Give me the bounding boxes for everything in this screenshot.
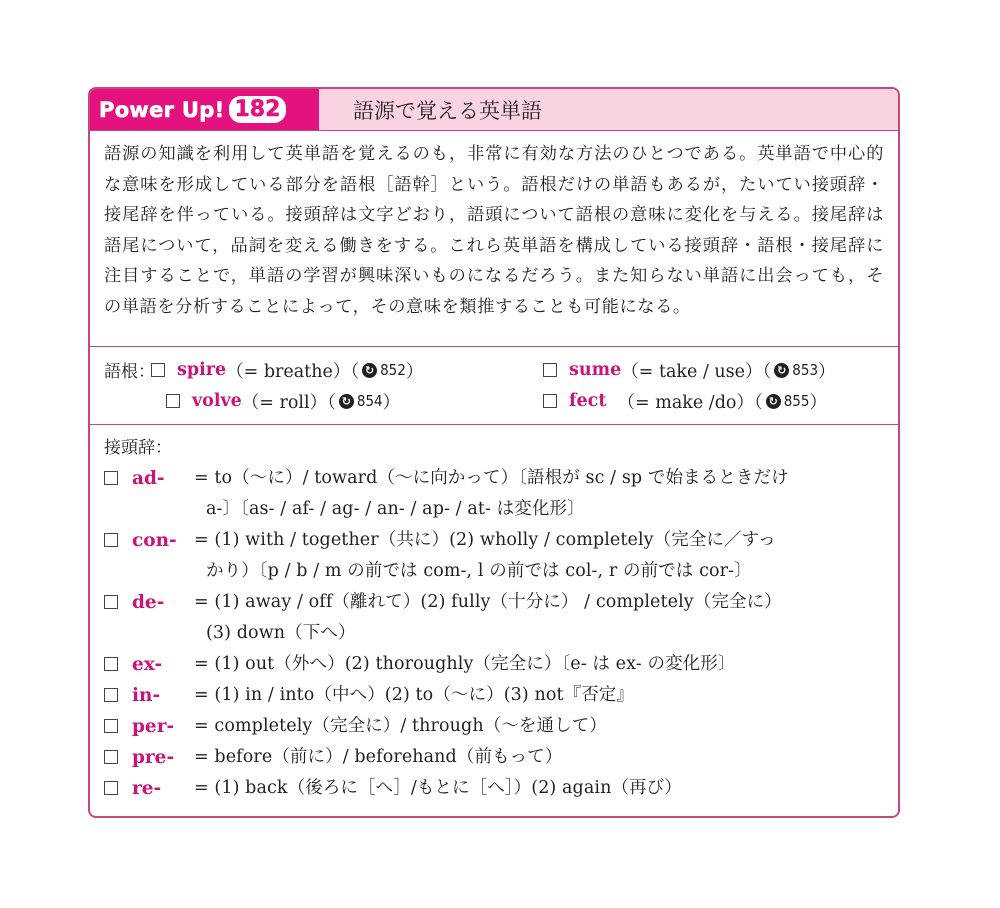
prefix-definition (194, 587, 884, 649)
paren: ） (818, 361, 836, 382)
prefix-definition (194, 525, 884, 587)
prefix-item (104, 742, 884, 773)
root-term: sume (569, 360, 622, 380)
definition-line: かり）〔p / b / m の前では com-, l の前では col-, r の前では cor-〕 (206, 561, 752, 581)
definition-line: = (1) back（後ろに［へ］/もとに［へ］）(2) again（再び） (194, 778, 682, 798)
definition-line: = (1) in / into（中へ）(2) to（～に）(3) not『否定』 (194, 685, 635, 705)
root-meaning: （= take / use）（ (621, 361, 772, 382)
prefix-term: de- (132, 592, 165, 613)
definition-line: = (1) with / together（共に）(2) wholly / completely（完全に／すっ (194, 530, 776, 550)
prefix-definition (194, 649, 884, 680)
definition-line: a-〕〔as- / af- / ag- / an- / ap- / at- は変化形〕 (206, 499, 585, 519)
roots-section (90, 347, 898, 425)
definition-line: = (1) away / off（離れて）(2) fully（十分に） / completely（完全に） (194, 592, 782, 612)
prefix-term: con- (132, 530, 177, 551)
prefix-definition (194, 463, 884, 525)
checkbox-icon[interactable] (166, 394, 180, 408)
reference-number: 855 (783, 392, 810, 410)
prefixes-section (90, 425, 898, 804)
prefix-term: in- (132, 685, 161, 706)
definition-line: = (1) out（外へ）(2) thoroughly（完全に）〔e- は ex- の変化形〕 (194, 654, 736, 674)
power-up-label: Power Up! (99, 97, 225, 122)
checkbox-icon[interactable] (104, 533, 118, 547)
power-up-label-block (90, 89, 319, 130)
prefix-item (104, 711, 884, 742)
prefix-item (104, 773, 884, 804)
prefix-term: per- (132, 716, 175, 737)
definition-line: = completely（完全に）/ through（～を通して） (194, 716, 607, 736)
prefix-definition (194, 773, 884, 804)
intro-paragraph: 語源の知識を利用して英単語を覚えるのも，非常に有効な方法のひとつである。英単語で中心的な意味を形成している部分を語根［語幹］という。語根だけの単語もあるが，たいてい接頭辞・接尾辞を伴っている。接頭辞は文字どおり，語頭について語根の意味に変化を与える。接尾辞は語尾について，品詞を変える働きをする。これら英単語を構成している接頭辞・語根・接尾辞に注目することで，単語の学習が興味深いものになるだろう。また知らない単語に出会っても，その単語を分析することによって，その意味を類推することも可能になる。 (90, 131, 898, 347)
prefix-item (104, 587, 884, 649)
reference-arrow-icon: ↻ (339, 394, 354, 409)
prefix-item (104, 525, 884, 587)
paren: ） (809, 392, 827, 413)
roots-label: 語根： (104, 362, 155, 382)
prefixes-label: 接頭辞： (104, 438, 172, 458)
prefix-term: ex- (132, 654, 163, 675)
section-number-badge: 182 (229, 96, 287, 123)
reference-number: 854 (356, 392, 383, 410)
prefix-item (104, 680, 884, 711)
checkbox-icon[interactable] (104, 781, 118, 795)
checkbox-icon[interactable] (151, 363, 165, 377)
prefix-term: pre- (132, 747, 175, 768)
section-title: 語源で覚える英単語 (353, 98, 542, 123)
root-meaning: （= roll）（ (241, 392, 336, 413)
checkbox-icon[interactable] (104, 657, 118, 671)
root-term: spire (177, 360, 227, 380)
root-meaning: （= breathe）（ (226, 361, 360, 382)
reference-number: 853 (792, 361, 819, 379)
root-item (166, 386, 400, 416)
prefix-definition (194, 680, 884, 711)
power-up-box (88, 87, 900, 818)
root-item (543, 355, 836, 385)
root-meaning: （= make /do）（ (606, 392, 763, 413)
prefix-term: re- (132, 778, 162, 799)
checkbox-icon[interactable] (104, 719, 118, 733)
prefix-definition (194, 742, 884, 773)
checkbox-icon[interactable] (543, 363, 557, 377)
paren: ） (382, 392, 401, 413)
definition-line: = to（～に）/ toward（～に向かって）〔語根が sc / sp で始まるときだけ (194, 468, 789, 488)
checkbox-icon[interactable] (104, 750, 118, 764)
checkbox-icon[interactable] (104, 595, 118, 609)
definition-line: (3) down（下へ） (206, 623, 356, 643)
root-item (543, 386, 827, 416)
header (90, 89, 898, 131)
checkbox-icon[interactable] (104, 471, 118, 485)
checkbox-icon[interactable] (543, 394, 557, 408)
reference-arrow-icon: ↻ (774, 363, 789, 378)
root-item (151, 355, 423, 385)
root-term: volve (192, 391, 242, 411)
checkbox-icon[interactable] (104, 688, 118, 702)
paren: ） (405, 361, 424, 382)
reference-number: 852 (380, 361, 406, 379)
reference-arrow-icon: ↻ (766, 394, 781, 409)
prefix-item (104, 649, 884, 680)
root-term: fect (569, 391, 607, 411)
reference-arrow-icon: ↻ (362, 363, 377, 378)
prefix-definition (194, 711, 884, 742)
prefix-item (104, 463, 884, 525)
prefix-term: ad- (132, 468, 165, 489)
definition-line: = before（前に）/ beforehand（前もって） (194, 747, 563, 767)
